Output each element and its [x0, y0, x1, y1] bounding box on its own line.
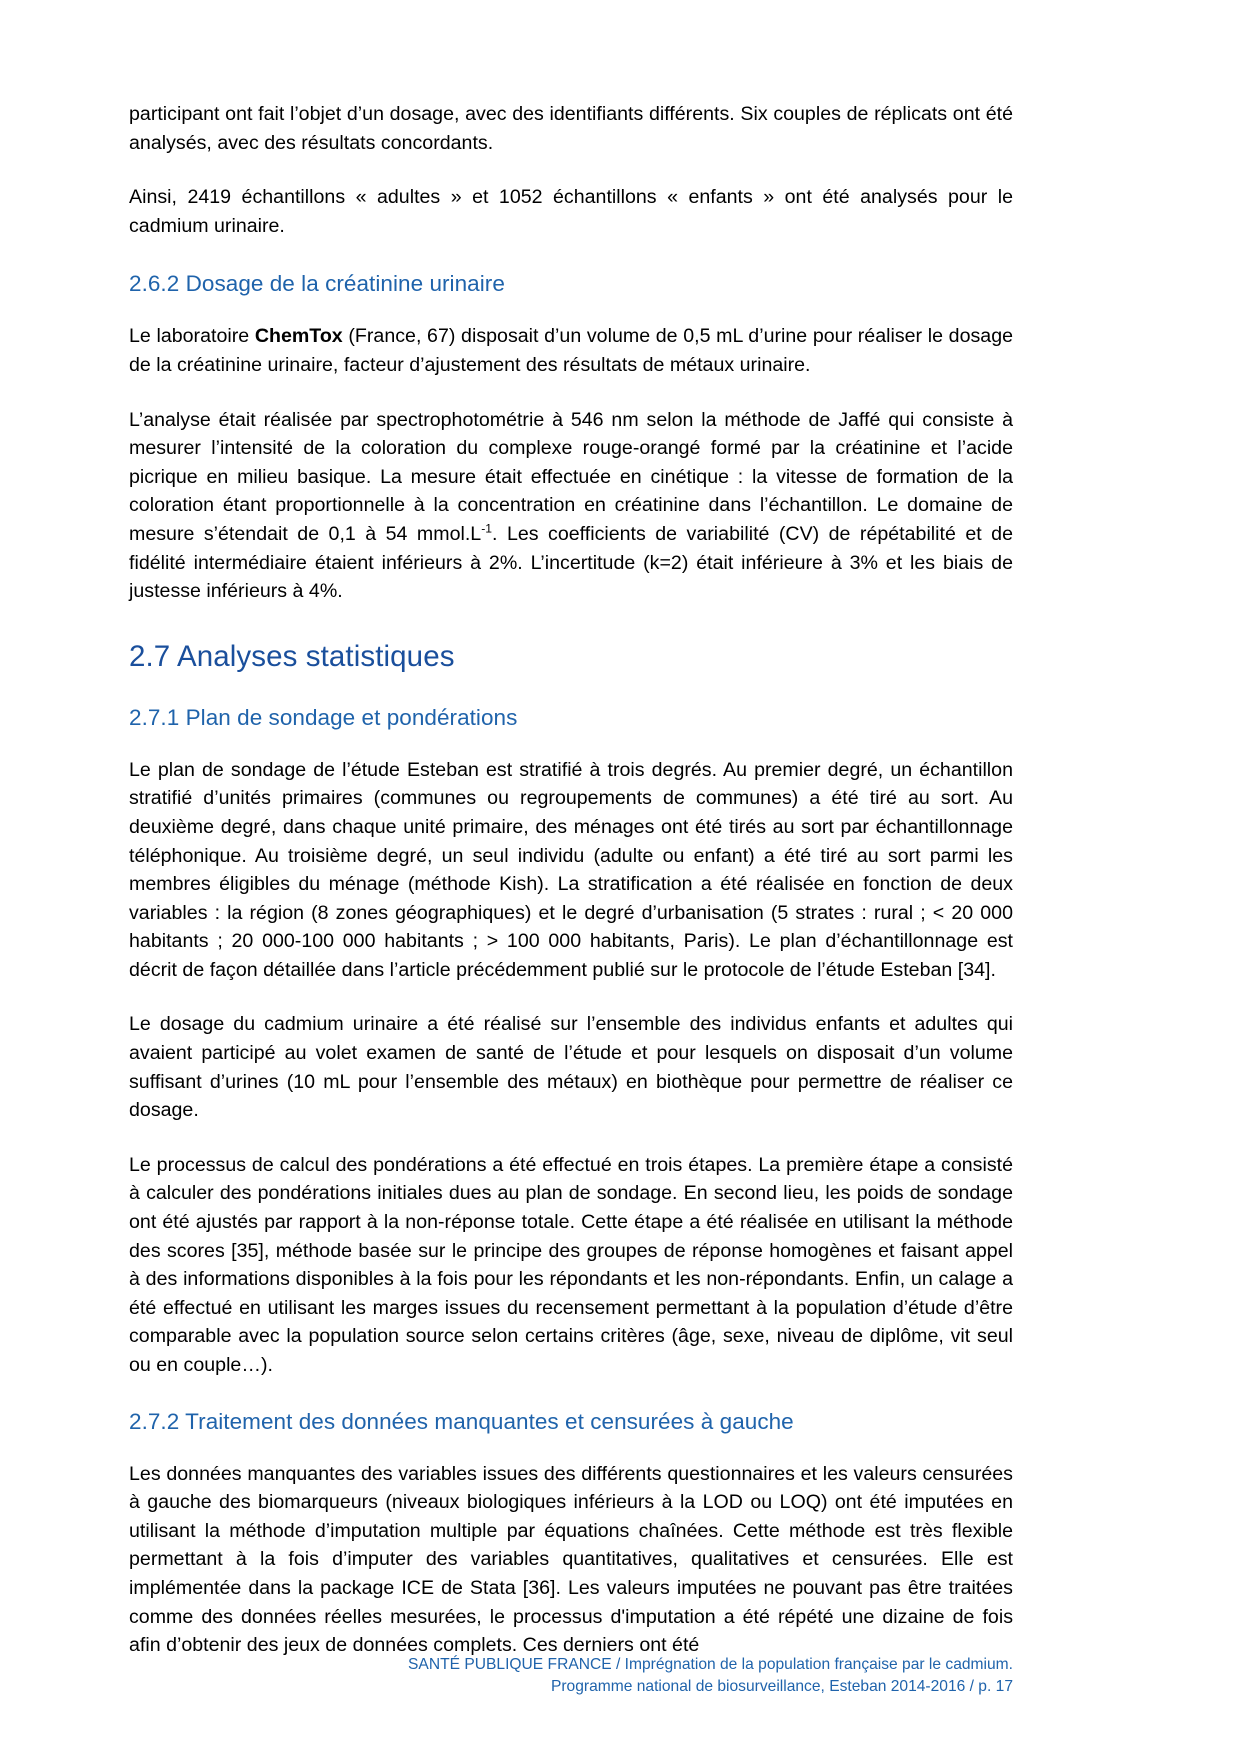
text-run: L’analyse était réalisée par spectrophotométrie à 546 nm selon la méthode de Jaffé qui consiste à mesurer l’intensité de la coloration du complexe rouge-orangé formé par la créatinine et l’acide picrique en milieu basique. La mesure était effectuée en cinétique : la vitesse de formation de la coloration étant proportionnelle à la concentration en créatinine dans l’échantillon. Le domaine de mesure s’étendait de 0,1 à 54 mmol.L: [129, 408, 1013, 545]
paragraph-dosage-cadmium: Le dosage du cadmium urinaire a été réalisé sur l’ensemble des individus enfants et adultes qui avaient participé au volet examen de santé de l’étude et pour lesquels on disposait d’un volume suffisant d’urines (10 mL pour l’ensemble des métaux) en biothèque pour permettre de réaliser ce dosage.: [129, 1013, 1013, 1122]
page-footer: [0, 1654, 1241, 1698]
paragraph-replicats: participant ont fait l’objet d’un dosage, avec des identifiants différents. Six couples de réplicats ont été analysés, avec des résultats concordants.: [129, 103, 1013, 154]
paragraph-donnees-manquantes: Les données manquantes des variables issues des différents questionnaires et les valeurs censurées à gauche des biomarqueurs (niveaux biologiques inférieurs à la LOD ou LOQ) ont été imputées en utilisant la méthode d’imputation multiple par équations chaînées. Cette méthode est très flexible permettant à la fois d’imputer des variables quantitatives, qualitatives et censurées. Elle est implémentée dans la package ICE de Stata [36]. Les valeurs imputées ne pouvant pas être traitées comme des données réelles mesurées, le processus d'imputation a été répété une dizaine de fois afin d’obtenir des jeux de données complets. Ces derniers ont été: [129, 1462, 1013, 1657]
superscript-exponent: -1: [481, 521, 493, 536]
text-run: Le laboratoire: [129, 325, 255, 348]
paragraph-ponderations: Le processus de calcul des pondérations a été effectué en trois étapes. La première étape a consisté à calculer des pondérations initiales dues au plan de sondage. En second lieu, les poids de sondage ont été ajustés par rapport à la non-réponse totale. Cette étape a été réalisée en utilisant la méthode des scores [35], méthode basée sur le principe des groupes de réponse homogènes et faisant appel à des informations disponibles à la fois pour les répondants et les non-répondants. Enfin, un calage a été effectué en utilisant les marges issues du recensement permettant à la population d’étude d’être comparable avec la population source selon certains critères (âge, sexe, niveau de diplôme, vit seul ou en couple…).: [129, 1153, 1013, 1376]
heading-2-7: 2.7 Analyses statistiques: [129, 639, 455, 673]
page-content: [129, 100, 1013, 1660]
lab-name-bold: ChemTox: [254, 325, 343, 348]
paragraph-echantillons: Ainsi, 2419 échantillons « adultes » et 1052 échantillons « enfants » ont été analysés pour le cadmium urinaire.: [129, 186, 1013, 237]
heading-2-7-1: 2.7.1 Plan de sondage et pondérations: [129, 704, 518, 730]
text-run: (France, 67) disposait d’un volume de 0,5 mL d’urine pour réaliser le dosage de la créatinine urinaire, facteur d’ajustement des résultats de métaux urinaire.: [129, 325, 1014, 376]
footer-line-organisation: SANTÉ PUBLIQUE FRANCE / Imprégnation de la population française par le cadmium.: [408, 1656, 1013, 1673]
heading-2-7-2: 2.7.2 Traitement des données manquantes et censurées à gauche: [129, 1408, 794, 1434]
paragraph-laboratoire-chemtox: [129, 322, 1013, 379]
paragraph-plan-de-sondage: Le plan de sondage de l’étude Esteban est stratifié à trois degrés. Au premier degré, un échantillon stratifié d’unités primaires (communes ou regroupements de communes) a été tiré au sort. Au deuxième degré, dans chaque unité primaire, des ménages ont été tirés au sort par échantillonnage téléphonique. Au troisième degré, un seul individu (adulte ou enfant) a été tiré au sort parmi les membres éligibles du ménage (méthode Kish). La stratification a été réalisée en fonction de deux variables : la région (8 zones géographiques) et le degré d’urbanisation (5 strates : rural ; < 20 000 habitants ; 20 000-100 000 habitants ; > 100 000 habitants, Paris). Le plan d’échantillonnage est décrit de façon détaillée dans l’article précédemment publié sur le protocole de l’étude Esteban [34].: [129, 758, 1013, 981]
paragraph-analyse-spectrophotometrie: [129, 406, 1013, 606]
heading-2-6-2: 2.6.2 Dosage de la créatinine urinaire: [129, 271, 505, 297]
footer-line-programme-page: Programme national de biosurveillance, Esteban 2014-2016 / p. 17: [550, 1678, 1013, 1695]
text-run: . Les coefficients de variabilité (CV) de répétabilité et de fidélité intermédiaire étaient inférieurs à 2%. L’incertitude (k=2) était inférieure à 3% et les biais de justesse inférieurs à 4%.: [129, 522, 1013, 603]
